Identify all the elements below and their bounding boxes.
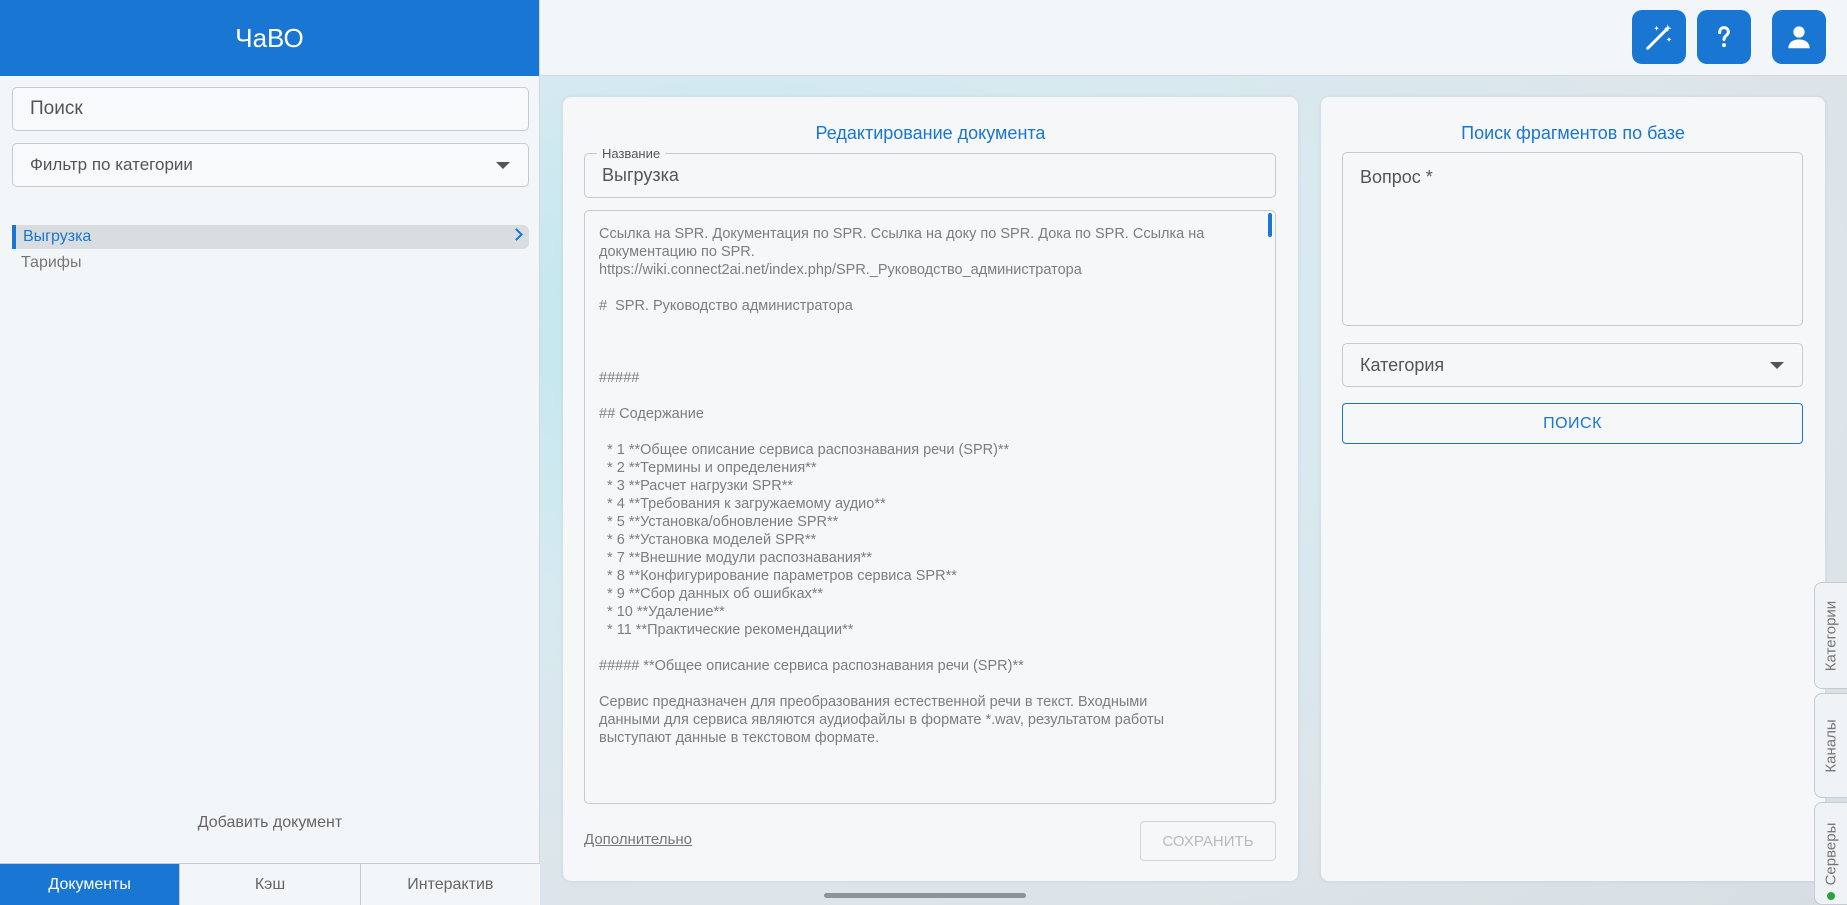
category-label: Категория [1360, 354, 1445, 375]
status-dot-icon [1827, 892, 1835, 900]
side-tab-label: Каналы [1822, 718, 1840, 773]
help-button[interactable] [1697, 10, 1751, 64]
category-filter-label: Фильтр по категории [30, 155, 193, 174]
list-item[interactable] [12, 225, 529, 249]
side-tab-categories[interactable] [1814, 582, 1847, 689]
side-tab-label: Категории [1822, 600, 1840, 671]
content-line: * 9 **Сбор данных об ошибках** [599, 586, 824, 602]
chevron-down-icon [496, 162, 510, 169]
chevron-right-icon [510, 228, 523, 241]
scrollbar[interactable] [1268, 213, 1272, 237]
additional-link[interactable]: Дополнительно [584, 831, 692, 848]
content-line: ##### [599, 370, 640, 386]
content-line: * 4 **Требования к загружаемому аудио** [599, 496, 886, 512]
side-tab-label: Серверы [1822, 822, 1840, 885]
add-document-button[interactable]: Добавить документ [197, 814, 343, 831]
list-item[interactable] [12, 251, 529, 275]
main-area [540, 76, 1847, 905]
content-line: * 7 **Внешние модули распознавания** [599, 550, 873, 566]
content-line: * 11 **Практические рекомендации** [599, 622, 854, 638]
category-select[interactable] [1342, 343, 1803, 387]
tab-documents[interactable]: Документы [0, 864, 180, 905]
content-line: Ссылка на SPR. Документация по SPR. Ссылка на доку по SPR. Дока по SPR. Ссылка на [599, 226, 1205, 242]
app-title: ЧаВО [0, 0, 539, 76]
document-label: Выгрузка [23, 228, 92, 245]
document-label: Тарифы [21, 254, 82, 271]
question-label: Вопрос * [1360, 167, 1433, 187]
search-input[interactable]: Поиск [12, 87, 529, 131]
content-line: данными для сервиса являются аудиофайлы в формате *.wav, результатом работы [599, 712, 1165, 728]
chevron-down-icon [1770, 362, 1784, 369]
question-input[interactable] [1342, 152, 1803, 326]
content-line: документацию по SPR. [599, 244, 755, 260]
category-filter-select[interactable] [12, 143, 529, 187]
user-icon [1784, 22, 1814, 52]
content-line [599, 387, 1255, 405]
content-line [599, 351, 1255, 369]
content-line: Сервис предназначен для преобразования естественной речи в текст. Входными [599, 694, 1148, 710]
content-line: https://wiki.connect2ai.net/index.php/SPR._Руководство_администратора [599, 262, 1082, 278]
document-content-textarea[interactable] [584, 210, 1276, 804]
account-button[interactable] [1772, 10, 1826, 64]
tab-interactive[interactable]: Интерактив [361, 864, 540, 905]
content-line [599, 315, 1255, 333]
save-button[interactable]: СОХРАНИТЬ [1140, 821, 1276, 861]
magic-wand-icon [1644, 22, 1674, 52]
help-icon [1709, 22, 1739, 52]
search-button[interactable]: ПОИСК [1342, 403, 1803, 444]
sidebar [0, 0, 540, 905]
side-tab-servers[interactable] [1814, 802, 1847, 905]
bottom-tabs [0, 863, 540, 905]
document-name-field[interactable] [584, 146, 1276, 198]
side-tab-channels[interactable] [1814, 693, 1847, 798]
content-line: * 10 **Удаление** [599, 604, 725, 620]
content-line: выступают данные в текстовом формате. [599, 730, 880, 746]
fragment-search-panel [1321, 97, 1825, 881]
document-name-value: Выгрузка [602, 165, 679, 185]
content-line [599, 333, 1255, 351]
content-line: * 8 **Конфигурирование параметров сервиса SPR** [599, 568, 957, 584]
document-editor-panel [563, 97, 1298, 881]
content-line [599, 279, 1255, 297]
content-line: ## Содержание [599, 406, 704, 422]
document-list [12, 225, 529, 277]
content-line [599, 423, 1255, 441]
name-field-label: Название [597, 146, 665, 161]
home-indicator [824, 893, 1026, 898]
content-line [599, 675, 1255, 693]
content-line: * 3 **Расчет нагрузки SPR** [599, 478, 793, 494]
content-line: # SPR. Руководство администратора [599, 298, 853, 314]
search-panel-title: Поиск фрагментов по базе [1461, 123, 1685, 143]
content-line: * 1 **Общее описание сервиса распознавания речи (SPR)** [599, 442, 1010, 458]
content-line: * 2 **Термины и определения** [599, 460, 817, 476]
content-line [599, 639, 1255, 657]
topbar [540, 0, 1847, 76]
magic-wand-button[interactable] [1632, 10, 1686, 64]
editor-title: Редактирование документа [815, 123, 1046, 143]
content-line: ##### **Общее описание сервиса распознавания речи (SPR)** [599, 658, 1024, 674]
content-line: * 6 **Установка моделей SPR** [599, 532, 817, 548]
content-line: * 5 **Установка/обновление SPR** [599, 514, 839, 530]
tab-cache[interactable]: Кэш [180, 864, 360, 905]
